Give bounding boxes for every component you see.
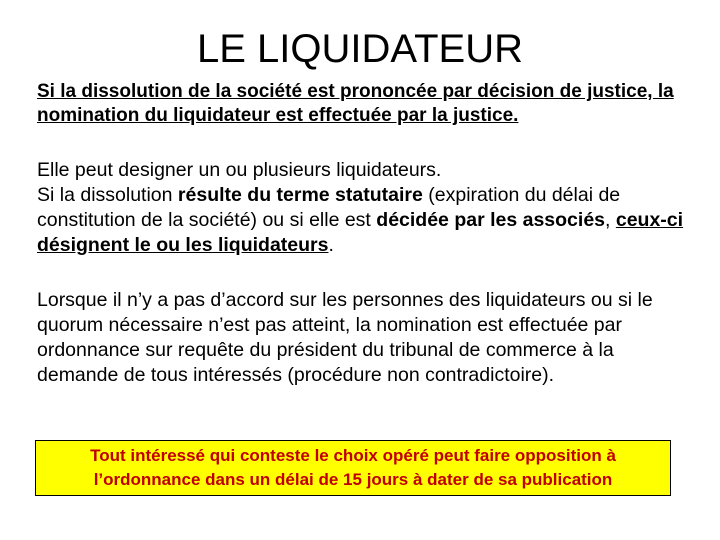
callout-line: l’ordonnance dans un délai de 15 jours à dater de sa publication — [93, 470, 613, 489]
paragraph-no-agreement: Lorsque il n’y a pas d’accord sur les personnes des liquidateurs ou si le quorum nécessaire n’est pas atteint, la nomination est effectuée par ordonnance sur requête du président du tribunal de commerce à la demande de tous intéressés (procédure non contradictoire). — [37, 289, 653, 386]
text-run: , — [605, 209, 616, 231]
paragraph-line: Elle peut designer un ou plusieurs liquidateurs. — [37, 159, 442, 181]
slide-title: LE LIQUIDATEUR — [197, 27, 523, 71]
bold-phrase: résulte du terme statutaire — [177, 184, 423, 206]
text-run: Si la dissolution — [37, 184, 178, 206]
text-run: (expiration du délai de constitution de la société) ou si elle est — [37, 184, 621, 231]
bold-phrase: décidée par les associés — [376, 209, 606, 231]
callout-line: Tout intéressé qui conteste le choix opéré peut faire opposition à — [90, 446, 616, 465]
bold-underlined-phrase: ceux-ci désignent le ou les liquidateurs — [37, 209, 684, 256]
highlight-callout-box — [35, 440, 671, 496]
paragraph-liquidator-designation — [37, 158, 697, 258]
text-run: . — [328, 234, 334, 256]
intro-paragraph: Si la dissolution de la société est prononcée par décision de justice, la nomination du liquidateur est effectuée par la justice. — [37, 81, 674, 126]
paragraph-body — [37, 183, 697, 258]
